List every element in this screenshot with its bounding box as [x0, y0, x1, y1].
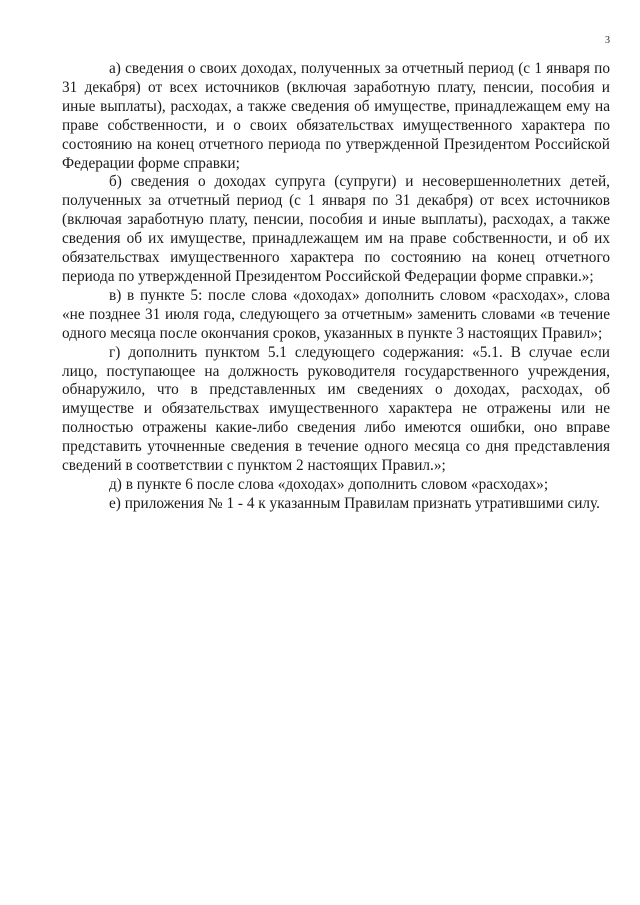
paragraph-v: в) в пункте 5: после слова «доходах» дополнить словом «расходах», слова «не позднее 31 июля года, следующего за отчетным» заменить словами «в течение одного месяца после окончания сроков, указанных в пункте 3 настоящих Правил»;: [62, 286, 610, 342]
page-number: 3: [605, 35, 610, 46]
paragraph-a: а) сведения о своих доходах, полученных за отчетный период (с 1 января по 31 декабря) от всех источников (включая заработную плату, пенсии, пособия и иные выплаты), расходах, а также сведения об имуществе, принадлежащем ему на праве собственности, и о своих обязательствах имущественного характера по состоянию на конец отчетного периода по утвержденной Президентом Российской Федерации форме справки;: [62, 60, 610, 172]
paragraph-g: г) дополнить пунктом 5.1 следующего содержания: «5.1. В случае если лицо, поступающее на должность руководителя государственного учреждения, обнаружило, что в представленных им сведениях о доходах, расходах, об имуществе и обязательствах имущественного характера не отражены или не полностью отражены какие-либо сведения либо имеются ошибки, оно вправе представить уточненные сведения в течение одного месяца со дня представления сведений в соответствии с пунктом 2 настоящих Правил.»;: [62, 343, 610, 475]
paragraph-e: е) приложения № 1 - 4 к указанным Правилам признать утратившими силу.: [109, 494, 600, 512]
paragraph-d: д) в пункте 6 после слова «доходах» дополнить словом «расходах»;: [109, 475, 549, 493]
document-body: [62, 60, 610, 514]
paragraph-b: б) сведения о доходах супруга (супруги) и несовершеннолетних детей, полученных за отчетный период (с 1 января по 31 декабря) от всех источников (включая заработную плату, пенсии, пособия и иные выплаты), расходах, а также сведения об их имуществе, принадлежащем им на праве собственности, и об их обязательствах имущественного характера по состоянию на конец отчетного периода по утвержденной Президентом Российской Федерации форме справки.»;: [62, 173, 610, 285]
